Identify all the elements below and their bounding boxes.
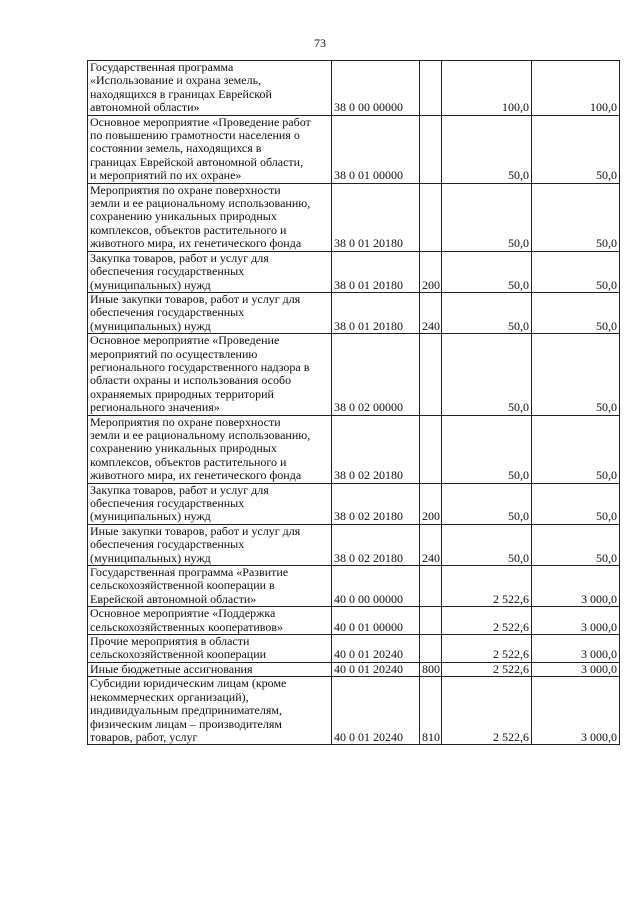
row-amount-2: 3 000,0 xyxy=(532,662,620,676)
row-expense-type xyxy=(420,334,442,415)
row-target-article: 38 0 01 20180 xyxy=(332,183,420,251)
row-amount-1: 50,0 xyxy=(442,115,532,183)
row-amount-2: 50,0 xyxy=(532,524,620,565)
table-row xyxy=(88,415,620,483)
row-amount-1: 50,0 xyxy=(442,292,532,333)
row-amount-1: 50,0 xyxy=(442,251,532,292)
row-amount-1: 50,0 xyxy=(442,415,532,483)
row-amount-2: 50,0 xyxy=(532,292,620,333)
row-amount-2: 50,0 xyxy=(532,115,620,183)
row-expense-type: 200 xyxy=(420,251,442,292)
table-row xyxy=(88,483,620,524)
row-expense-type: 240 xyxy=(420,292,442,333)
row-expense-type xyxy=(420,183,442,251)
row-expense-type: 240 xyxy=(420,524,442,565)
row-target-article: 40 0 01 20240 xyxy=(332,662,420,676)
row-amount-1: 2 522,6 xyxy=(442,635,532,663)
row-target-article: 38 0 01 20180 xyxy=(332,251,420,292)
row-amount-2: 3 000,0 xyxy=(532,607,620,635)
row-target-article: 38 0 02 20180 xyxy=(332,415,420,483)
table-row xyxy=(88,251,620,292)
row-name: Мероприятия по охране поверхности земли и ее рациональному использованию, сохранению уникальных природных комплексов, объектов растительного и животного мира, их генетического фонда xyxy=(88,415,332,483)
table-row xyxy=(88,677,620,745)
row-target-article: 40 0 01 20240 xyxy=(332,677,420,745)
row-name: Субсидии юридическим лицам (кроме некоммерческих организаций), индивидуальным предпринимателям, физическим лицам – производителям товаров, работ, услуг xyxy=(88,677,332,745)
budget-table-body xyxy=(88,61,620,745)
table-row xyxy=(88,662,620,676)
row-expense-type: 200 xyxy=(420,483,442,524)
row-name: Прочие мероприятия в области сельскохозяйственной кооперации xyxy=(88,635,332,663)
row-expense-type: 810 xyxy=(420,677,442,745)
row-amount-1: 50,0 xyxy=(442,524,532,565)
table-row xyxy=(88,115,620,183)
row-expense-type xyxy=(420,61,442,116)
row-expense-type xyxy=(420,415,442,483)
row-target-article: 38 0 02 00000 xyxy=(332,334,420,415)
table-row xyxy=(88,61,620,116)
row-amount-2: 50,0 xyxy=(532,183,620,251)
row-name: Основное мероприятие «Проведение мероприятий по осуществлению регионального государственного надзора в области охраны и использования особо охраняемых природных территорий регионального значения» xyxy=(88,334,332,415)
row-amount-1: 2 522,6 xyxy=(442,662,532,676)
row-amount-2: 3 000,0 xyxy=(532,677,620,745)
row-amount-1: 2 522,6 xyxy=(442,607,532,635)
row-amount-1: 50,0 xyxy=(442,334,532,415)
row-target-article: 40 0 00 00000 xyxy=(332,566,420,607)
table-row xyxy=(88,183,620,251)
table-row xyxy=(88,292,620,333)
row-expense-type: 800 xyxy=(420,662,442,676)
row-amount-1: 2 522,6 xyxy=(442,677,532,745)
row-target-article: 38 0 02 20180 xyxy=(332,524,420,565)
row-target-article: 38 0 00 00000 xyxy=(332,61,420,116)
row-amount-1: 50,0 xyxy=(442,483,532,524)
row-amount-2: 3 000,0 xyxy=(532,635,620,663)
row-target-article: 38 0 01 00000 xyxy=(332,115,420,183)
budget-table xyxy=(87,60,620,745)
row-name: Закупка товаров, работ и услуг для обеспечения государственных (муниципальных) нужд xyxy=(88,483,332,524)
row-expense-type xyxy=(420,566,442,607)
row-amount-1: 2 522,6 xyxy=(442,566,532,607)
row-expense-type xyxy=(420,607,442,635)
row-name: Государственная программа «Развитие сельскохозяйственной кооперации в Еврейской автономной области» xyxy=(88,566,332,607)
row-amount-2: 50,0 xyxy=(532,251,620,292)
row-amount-2: 50,0 xyxy=(532,415,620,483)
row-target-article: 38 0 02 20180 xyxy=(332,483,420,524)
row-amount-1: 100,0 xyxy=(442,61,532,116)
row-name: Основное мероприятие «Проведение работ по повышению грамотности населения о состоянии земель, находящихся в границах Еврейской автономной области, и мероприятий по их охране» xyxy=(88,115,332,183)
row-name: Иные закупки товаров, работ и услуг для обеспечения государственных (муниципальных) нужд xyxy=(88,524,332,565)
row-amount-2: 50,0 xyxy=(532,334,620,415)
table-row xyxy=(88,524,620,565)
row-amount-2: 50,0 xyxy=(532,483,620,524)
row-name: Иные бюджетные ассигнования xyxy=(88,662,332,676)
row-amount-1: 50,0 xyxy=(442,183,532,251)
row-amount-2: 100,0 xyxy=(532,61,620,116)
row-amount-2: 3 000,0 xyxy=(532,566,620,607)
page-number: 73 xyxy=(314,36,326,50)
table-row xyxy=(88,635,620,663)
row-name: Основное мероприятие «Поддержка сельскохозяйственных кооперативов» xyxy=(88,607,332,635)
row-target-article: 40 0 01 20240 xyxy=(332,635,420,663)
row-target-article: 40 0 01 00000 xyxy=(332,607,420,635)
row-expense-type xyxy=(420,635,442,663)
row-expense-type xyxy=(420,115,442,183)
row-name: Мероприятия по охране поверхности земли и ее рациональному использованию, сохранению уникальных природных комплексов, объектов растительного и животного мира, их генетического фонда xyxy=(88,183,332,251)
table-row xyxy=(88,334,620,415)
row-name: Иные закупки товаров, работ и услуг для обеспечения государственных (муниципальных) нужд xyxy=(88,292,332,333)
row-target-article: 38 0 01 20180 xyxy=(332,292,420,333)
row-name: Государственная программа «Использование и охрана земель, находящихся в границах Еврейской автономной области» xyxy=(88,61,332,116)
table-row xyxy=(88,566,620,607)
table-row xyxy=(88,607,620,635)
row-name: Закупка товаров, работ и услуг для обеспечения государственных (муниципальных) нужд xyxy=(88,251,332,292)
